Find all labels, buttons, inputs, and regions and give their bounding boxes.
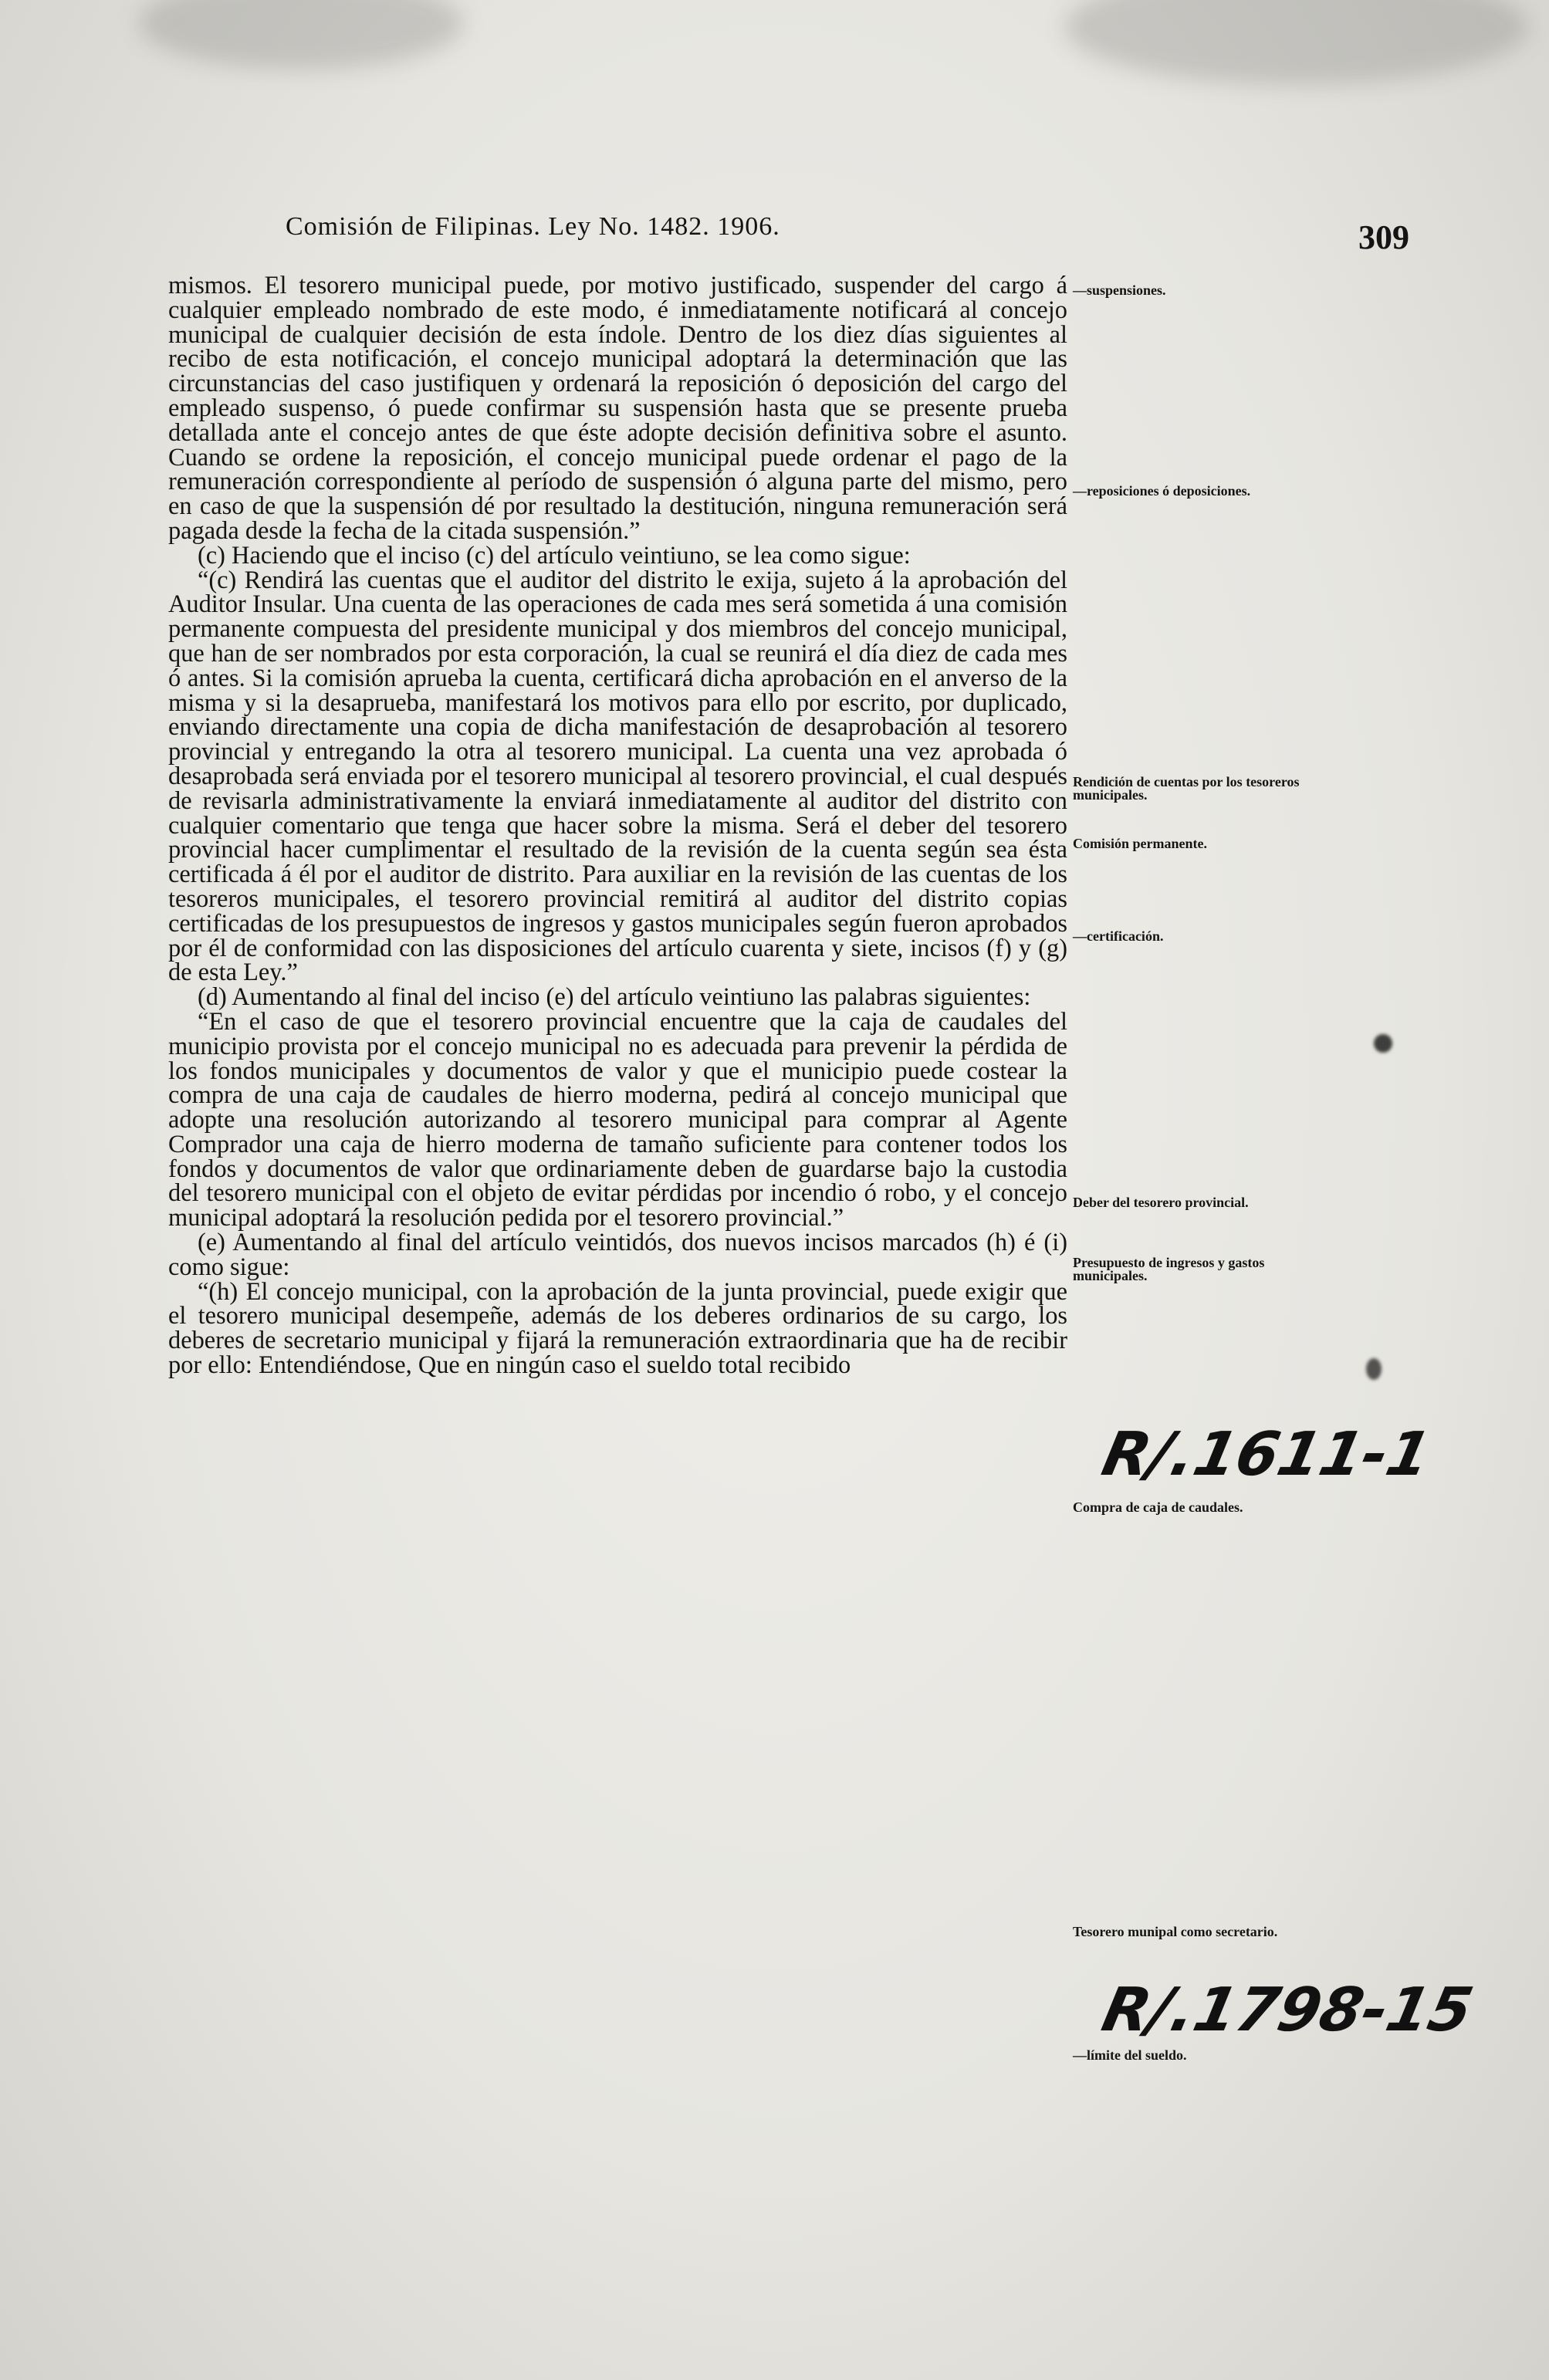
paragraph: (d) Aumentando al final del inciso (e) del artículo veintiuno las palabras siguientes: <box>198 983 1031 1012</box>
margin-note-limite: —límite del sueldo. <box>1073 2047 1187 2063</box>
ink-spot <box>1374 1034 1392 1053</box>
margin-note-suspensiones: —suspensiones. <box>1073 282 1166 298</box>
handwritten-reference: R/.1611-1 <box>1096 1420 1437 1489</box>
handwritten-reference: R/.1798-15 <box>1096 1976 1479 2045</box>
margin-note-presupuesto: Presupuesto de ingresos y gastos municipales. <box>1073 1255 1265 1283</box>
margin-note-tesorero-secretario: Tesorero munipal como secretario. <box>1073 1924 1278 1939</box>
page-number: 309 <box>1358 218 1409 256</box>
paragraph: (e) Aumentando al final del artículo veintidós, dos nuevos incisos marcados (h) é (i) como sigue: <box>168 1229 1067 1281</box>
running-head: Comisión de Filipinas. Ley No. 1482. 1906. <box>286 212 780 241</box>
paragraph: mismos. El tesorero municipal puede, por motivo justificado, suspender del cargo á cualquier empleado nombrado de este modo, é inmediatamente notificará al concejo municipal de cualquier decisión de esta índole. Dentro de los diez días siguientes al recibo de esta notificación, el concejo municipal adoptará la determinación que las circunstancias del caso justifiquen y ordenará la reposición ó deposición del cargo del empleado suspenso, ó puede confirmar su suspensión hasta que se presente prueba detallada ante el concejo antes de que éste adopte decisión definitiva sobre el asunto. Cuando se ordene la reposición, el concejo municipal puede ordenar el pago de la remuneración correspondiente al período de suspensión ó alguna parte del mismo, pero en caso de que la suspensión dé por resultado la destitución, ninguna remuneración será pagada desde la fecha de la citada suspensión.” <box>168 272 1067 545</box>
margin-note-certificacion: —certificación. <box>1073 928 1164 944</box>
scan-smudge <box>139 0 463 69</box>
paragraph: (c) Haciendo que el inciso (c) del artículo veintiuno, se lea como sigue: <box>198 541 911 570</box>
margin-note-deber: Deber del tesorero provincial. <box>1073 1195 1249 1210</box>
scan-smudge <box>1065 0 1528 85</box>
paragraph: “(h) El concejo municipal, con la aprobación de la junta provincial, puede exigir que el tesorero municipal desempeñe, además de los deberes ordinarios de su cargo, los deberes de secretario municipal y fijará la remuneración extraordinaria que ha de recibir por ello: Entendiéndose, Que en ningún caso el sueldo total recibido <box>168 1277 1067 1380</box>
margin-note-reposiciones: —reposiciones ó deposiciones. <box>1073 483 1251 499</box>
margin-note-compra: Compra de caja de caudales. <box>1073 1499 1243 1515</box>
margin-note-comision: Comisión permanente. <box>1073 836 1207 851</box>
paragraph: “(c) Rendirá las cuentas que el auditor del distrito le exija, sujeto á la aprobación del Auditor Insular. Una cuenta de las operaciones de cada mes será sometida á una comisión permanente compuesta del presidente municipal y dos miembros del concejo municipal, que han de ser nombrados por esta corporación, la cual se reunirá el día diez de cada mes ó antes. Si la comisión aprueba la cuenta, certificará dicha aprobación en el anverso de la misma y si la desaprueba, manifestará los motivos para ello por escrito, por duplicado, enviando directamente una copia de dicha manifestación de desaprobación al tesorero provincial y entregando la otra al tesorero municipal. La cuenta una vez aprobada ó desaprobada será enviada por el tesorero municipal al tesorero provincial, el cual después de revisarla administrativamente la enviará inmediatamente al auditor del distrito con cualquier comentario que tenga que hacer sobre la misma. Será el deber del tesorero provincial hacer cumplimentar el resultado de la revisión de la cuenta según sea ésta certificada á él por el auditor de distrito. Para auxiliar en la revisión de las cuentas de los tesoreros municipales, el tesorero provincial remitirá al auditor del distrito copias certificadas de los presupuestos de ingresos y gastos municipales según fueron aprobados por él de conformidad con las disposiciones del artículo cuarenta y siete, incisos (f) y (g) de esta Ley.” <box>168 566 1067 987</box>
paragraph: “En el caso de que el tesorero provincial encuentre que la caja de caudales del municipio provista por el concejo municipal no es adecuada para prevenir la pérdida de los fondos municipales y documentos de valor y que el municipio puede costear la compra de una caja de caudales de hierro moderna, pedirá al concejo municipal que adopte una resolución autorizando al tesorero municipal para comprar al Agente Comprador una caja de hierro moderna de tamaño suficiente para contener todos los fondos y documentos de valor que ordinariamente deben de guardarse bajo la custodia del tesorero municipal con el objeto de evitar pérdidas por incendio ó robo, y el concejo municipal adoptará la resolución pedida por el tesorero provincial.” <box>168 1007 1067 1232</box>
margin-note-rendicion: Rendición de cuentas por los tesoreros municipales. <box>1073 774 1300 803</box>
ink-spot <box>1366 1358 1382 1380</box>
main-text <box>168 274 1067 1378</box>
